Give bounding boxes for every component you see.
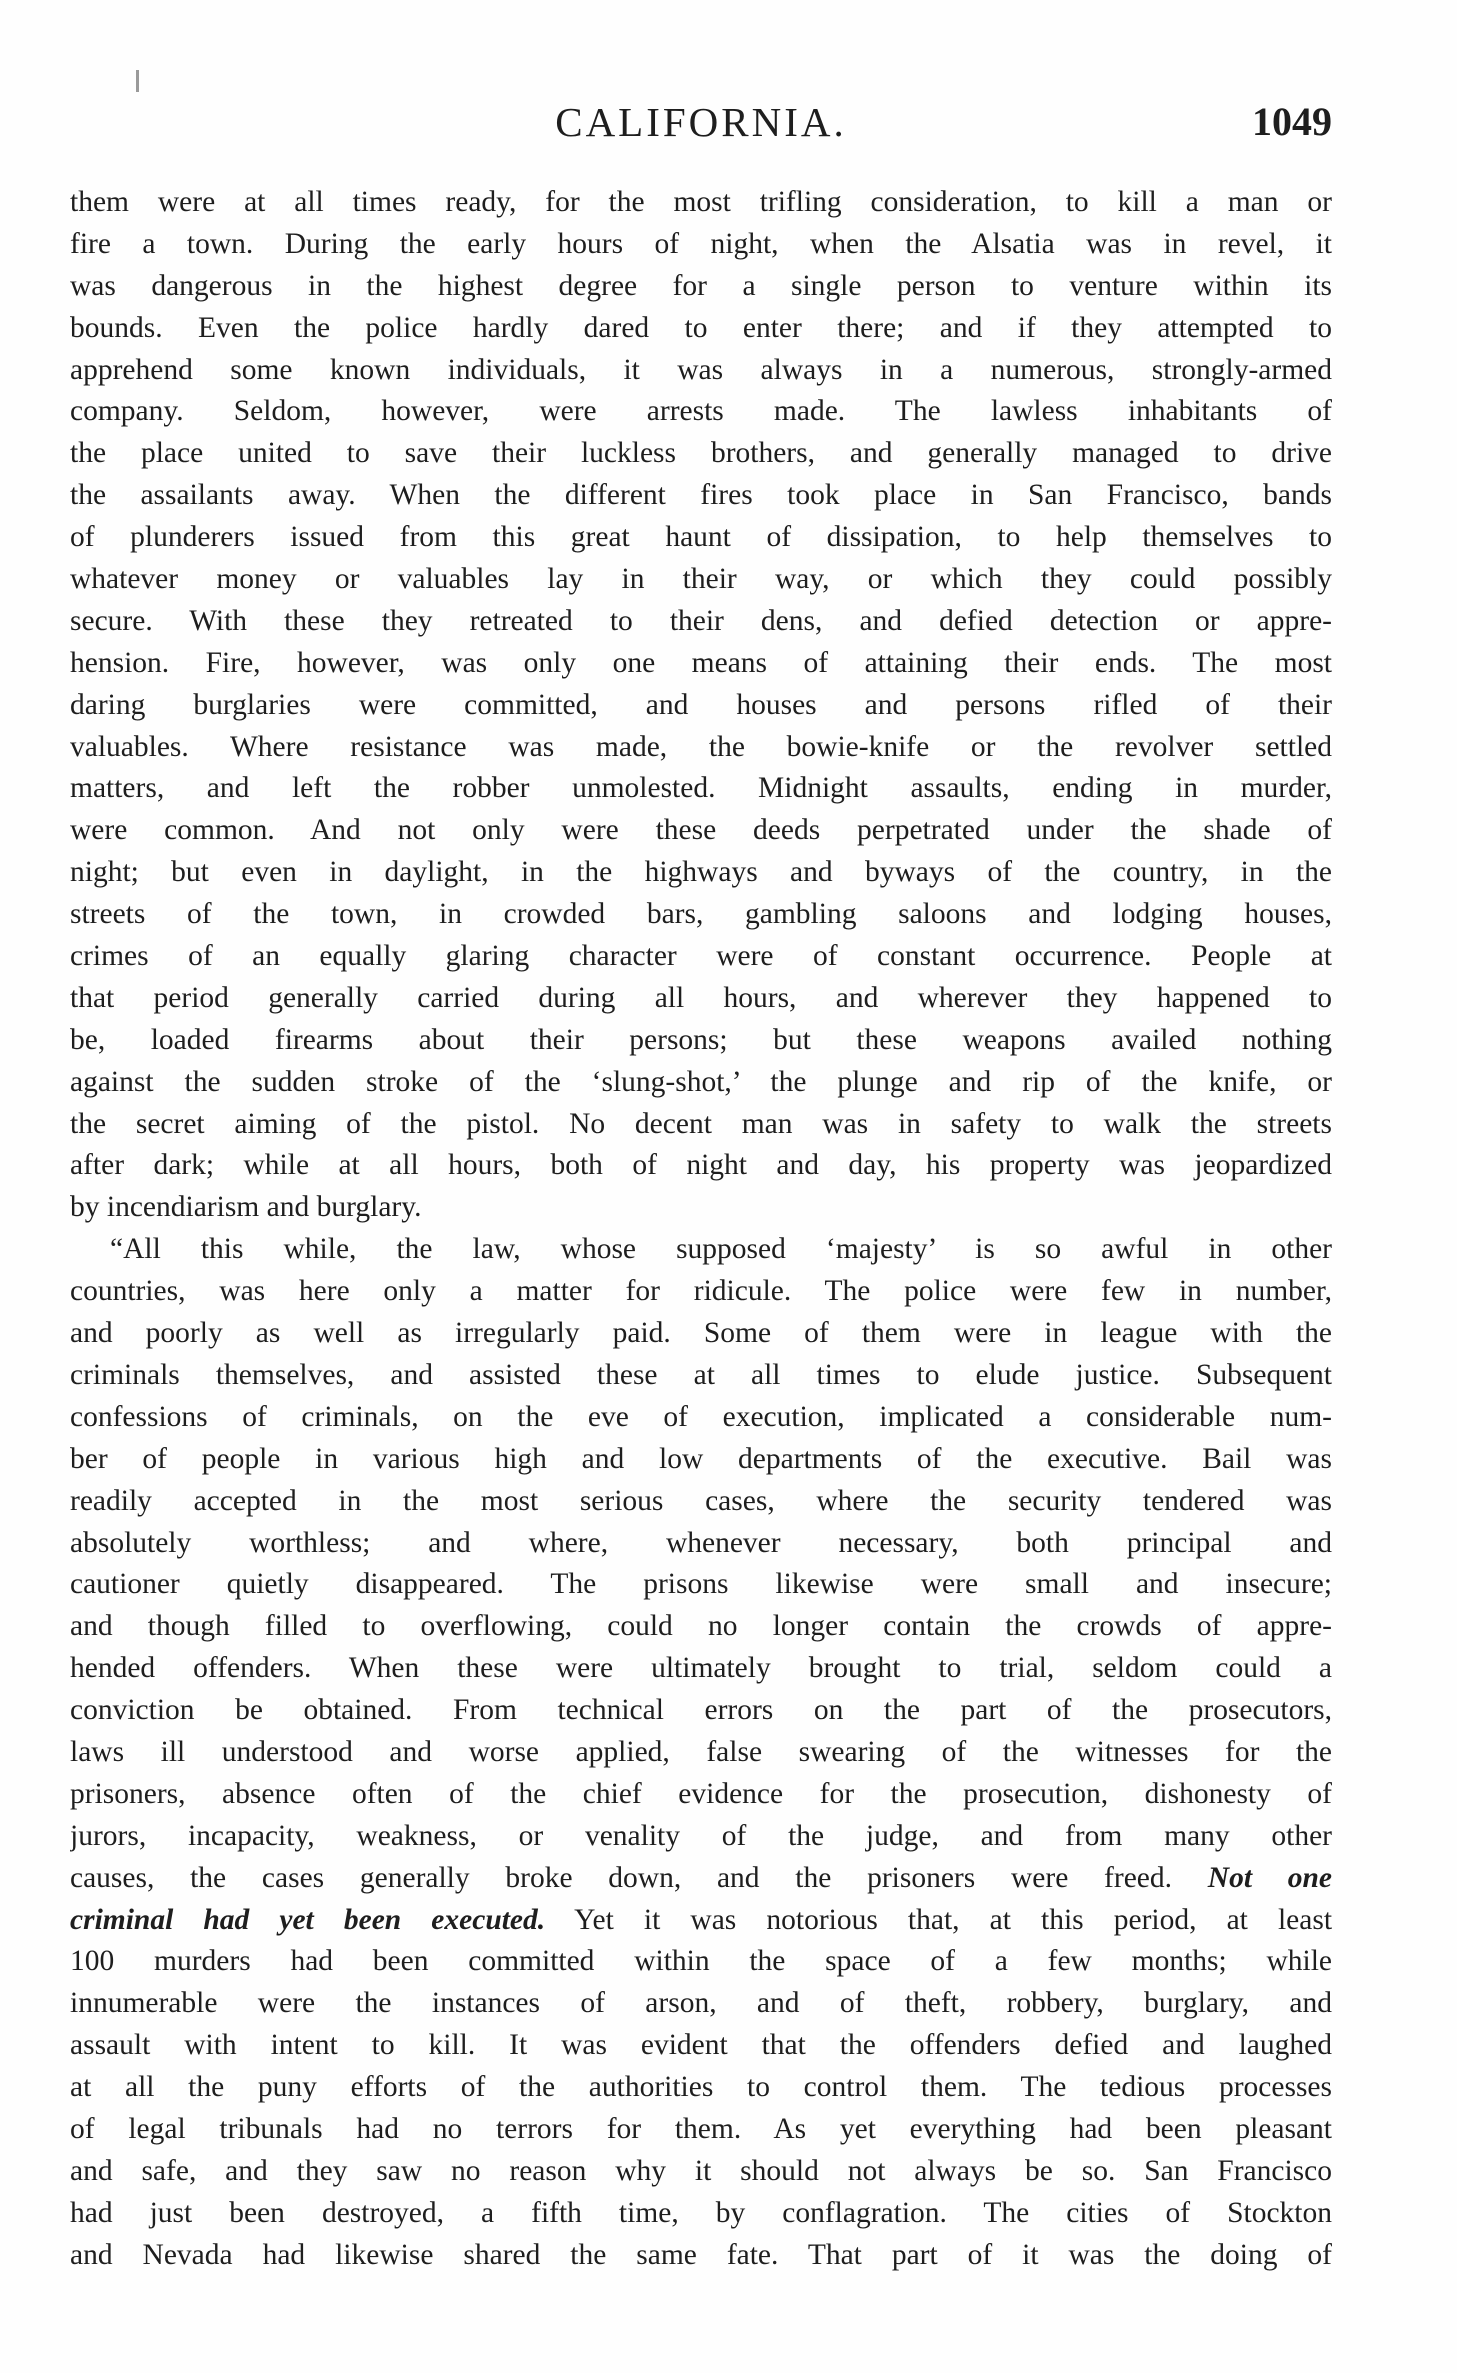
text-line: the place united to save their luckless brothers, and generally managed to drive	[70, 437, 1332, 470]
text-line: laws ill understood and worse applied, false swearing of the witnesses for the	[70, 1735, 1332, 1768]
text-line: whatever money or valuables lay in their way, or which they could possibly	[70, 563, 1332, 596]
text-line: and poorly as well as irregularly paid. Some of them were in league with the	[70, 1317, 1332, 1350]
text-line: innumerable were the instances of arson, and of theft, robbery, burglary, and	[70, 1987, 1332, 2020]
text-line: after dark; while at all hours, both of night and day, his property was jeopardized	[70, 1149, 1332, 1182]
text-line: bounds. Even the police hardly dared to enter there; and if they attempted to	[70, 311, 1332, 344]
text-line: criminals themselves, and assisted these at all times to elude justice. Subsequent	[70, 1358, 1332, 1391]
text-line: 100 murders had been committed within the space of a few months; while	[70, 1945, 1332, 1978]
paragraph-end-line: by incendiarism and burglary.	[70, 1191, 422, 1224]
text-line: crimes of an equally glaring character were of constant occurrence. People at	[70, 940, 1332, 973]
text-line: company. Seldom, however, were arrests made. The lawless inhabitants of	[70, 395, 1332, 428]
text-line: of plunderers issued from this great haunt of dissipation, to help themselves to	[70, 521, 1332, 554]
text-line: cautioner quietly disappeared. The prisons likewise were small and insecure;	[70, 1568, 1332, 1601]
text-run: Yet it was notorious that, at this period, at least	[574, 1903, 1332, 1936]
text-line: jurors, incapacity, weakness, or venality of the judge, and from many other	[70, 1819, 1332, 1852]
text-line: of legal tribunals had no terrors for them. As yet everything had been pleasant	[70, 2112, 1332, 2145]
text-line: confessions of criminals, on the eve of execution, implicated a considerable num-	[70, 1400, 1332, 1433]
emphasis-text: criminal had yet been executed.	[70, 1903, 546, 1936]
text-line: fire a town. During the early hours of night, when the Alsatia was in revel, it	[70, 227, 1332, 260]
text-line: had just been destroyed, a fifth time, by conflagration. The cities of Stockton	[70, 2196, 1332, 2229]
text-line: and safe, and they saw no reason why it should not always be so. San Francisco	[70, 2154, 1332, 2187]
text-line-with-emphasis	[70, 1900, 1332, 1942]
text-line: assault with intent to kill. It was evident that the offenders defied and laughed	[70, 2029, 1332, 2062]
text-line: valuables. Where resistance was made, the bowie-knife or the revolver settled	[70, 730, 1332, 763]
text-line: apprehend some known individuals, it was always in a numerous, strongly-armed	[70, 353, 1332, 386]
text-line: hension. Fire, however, was only one means of attaining their ends. The most	[70, 646, 1332, 679]
print-mark	[136, 70, 139, 92]
text-line: and Nevada had likewise shared the same fate. That part of it was the doing of	[70, 2238, 1332, 2271]
text-line: absolutely worthless; and where, whenever necessary, both principal and	[70, 1526, 1332, 1559]
text-line: hended offenders. When these were ultimately brought to trial, seldom could a	[70, 1652, 1332, 1685]
running-head	[70, 92, 1332, 152]
text-line-with-emphasis	[70, 1858, 1332, 1900]
text-line: the assailants away. When the different fires took place in San Francisco, bands	[70, 479, 1332, 512]
text-line: was dangerous in the highest degree for a single person to venture within its	[70, 269, 1332, 302]
text-line: conviction be obtained. From technical errors on the part of the prosecutors,	[70, 1694, 1332, 1727]
text-line: were common. And not only were these deeds perpetrated under the shade of	[70, 814, 1332, 847]
text-line: countries, was here only a matter for ridicule. The police were few in number,	[70, 1275, 1332, 1308]
page-number: 1049	[1252, 99, 1332, 144]
text-line: night; but even in daylight, in the highways and byways of the country, in the	[70, 856, 1332, 889]
text-run: causes, the cases generally broke down, and the prisoners were freed.	[70, 1861, 1173, 1894]
text-line: secure. With these they retreated to their dens, and defied detection or appre-	[70, 604, 1332, 637]
text-line: ber of people in various high and low departments of the executive. Bail was	[70, 1442, 1332, 1475]
text-line: the secret aiming of the pistol. No decent man was in safety to walk the streets	[70, 1107, 1332, 1140]
text-line: against the sudden stroke of the ‘slung-shot,’ the plunge and rip of the knife, or	[70, 1065, 1332, 1098]
text-line: streets of the town, in crowded bars, gambling saloons and lodging houses,	[70, 898, 1332, 931]
text-line: them were at all times ready, for the most trifling consideration, to kill a man or	[70, 186, 1332, 218]
paragraph-start-line: “All this while, the law, whose supposed ‘majesty’ is so awful in other	[110, 1233, 1332, 1266]
text-line: and though filled to overflowing, could no longer contain the crowds of appre-	[70, 1610, 1332, 1643]
body-text	[70, 182, 1332, 2277]
text-line: daring burglaries were committed, and houses and persons rifled of their	[70, 688, 1332, 721]
text-line: at all the puny efforts of the authorities to control them. The tedious processes	[70, 2071, 1332, 2104]
emphasis-text: Not one	[1207, 1861, 1332, 1894]
text-line: readily accepted in the most serious cases, where the security tendered was	[70, 1484, 1332, 1517]
text-line: that period generally carried during all hours, and wherever they happened to	[70, 981, 1332, 1014]
text-line: be, loaded firearms about their persons; but these weapons availed nothing	[70, 1023, 1332, 1056]
text-line: matters, and left the robber unmolested. Midnight assaults, ending in murder,	[70, 772, 1332, 805]
text-line: prisoners, absence often of the chief evidence for the prosecution, dishonesty of	[70, 1777, 1332, 1810]
page-title: CALIFORNIA.	[555, 99, 847, 145]
